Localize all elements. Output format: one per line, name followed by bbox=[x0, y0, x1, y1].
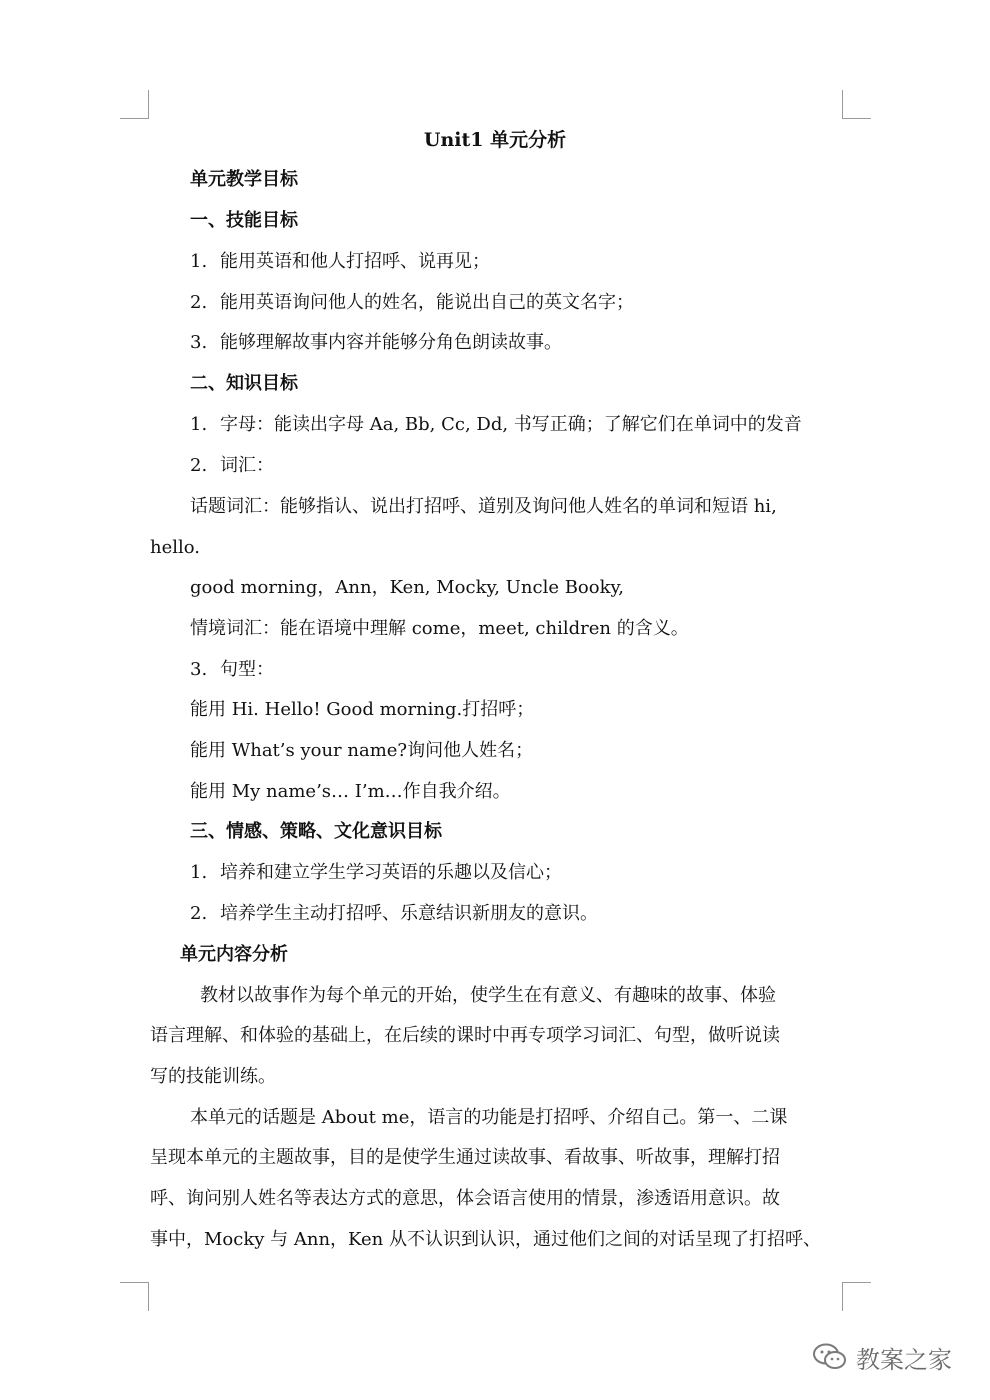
affect-item-2 bbox=[190, 902, 598, 926]
list-number: 2. bbox=[190, 292, 208, 313]
sentence-pattern-3: 能用 My name’s… I’m…作自我介绍。 bbox=[190, 781, 511, 802]
knowledge-vocab bbox=[190, 454, 274, 478]
list-number: 3. bbox=[190, 332, 208, 353]
paragraph-2-line-1: 本单元的话题是 About me，语言的功能是打招呼、介绍自己。第一、二课 bbox=[190, 1107, 788, 1128]
list-text: 能够理解故事内容并能够分角色朗读故事。 bbox=[220, 332, 562, 353]
paragraph-2-line-3: 呼、询问别人姓名等表达方式的意思，体会语言使用的情景，渗透语用意识。故 bbox=[150, 1188, 780, 1209]
paragraph-2-line-4: 事中，Mocky 与 Ann，Ken 从不认识到认识，通过他们之间的对话呈现了打招呼、 bbox=[150, 1229, 821, 1250]
crop-mark-bottom-right bbox=[842, 1282, 871, 1311]
list-text: 字母：能读出字母 Aa, Bb, Cc, Dd, 书写正确；了解它们在单词中的发音 bbox=[220, 414, 802, 435]
topic-vocab-line-3: good morning，Ann，Ken, Mocky, Uncle Booky, bbox=[190, 577, 625, 598]
list-text: 词汇： bbox=[220, 455, 274, 476]
list-number: 3. bbox=[190, 659, 208, 680]
paragraph-1-line-3: 写的技能训练。 bbox=[150, 1066, 276, 1087]
affect-item-1 bbox=[190, 861, 562, 885]
context-vocab: 情境词汇：能在语境中理解 come，meet, children 的含义。 bbox=[190, 618, 689, 639]
paragraph-1-line-2: 语言理解、和体验的基础上，在后续的课时中再专项学习词汇、句型，做听说读 bbox=[150, 1025, 780, 1046]
skill-item-2 bbox=[190, 291, 634, 315]
list-text: 句型： bbox=[220, 659, 274, 680]
section-heading-goals: 单元教学目标 bbox=[190, 169, 298, 190]
knowledge-letters bbox=[190, 413, 802, 437]
list-text: 能用英语和他人打招呼、说再见； bbox=[220, 251, 490, 272]
topic-vocab-line-1: 话题词汇：能够指认、说出打招呼、道别及询问他人姓名的单词和短语 hi, bbox=[190, 496, 777, 517]
crop-mark-top-left bbox=[120, 90, 149, 119]
affect-heading: 三、情感、策略、文化意识目标 bbox=[190, 821, 442, 842]
skills-heading: 一、技能目标 bbox=[190, 210, 298, 231]
knowledge-heading: 二、知识目标 bbox=[190, 373, 298, 394]
list-text: 能用英语询问他人的姓名，能说出自己的英文名字； bbox=[220, 292, 634, 313]
list-number: 1. bbox=[190, 251, 208, 272]
paragraph-1-line-1: 教材以故事作为每个单元的开始，使学生在有意义、有趣味的故事、体验 bbox=[200, 985, 776, 1006]
list-number: 2. bbox=[190, 903, 208, 924]
sentence-pattern-2: 能用 What’s your name?询问他人姓名； bbox=[190, 740, 534, 761]
wechat-icon bbox=[812, 1342, 848, 1372]
document-title: Unit1 单元分析 bbox=[423, 129, 567, 151]
paragraph-2-line-2: 呈现本单元的主题故事，目的是使学生通过读故事、看故事、听故事，理解打招 bbox=[150, 1147, 780, 1168]
section-heading-content: 单元内容分析 bbox=[180, 944, 288, 965]
list-text: 培养和建立学生学习英语的乐趣以及信心； bbox=[220, 862, 562, 883]
list-number: 2. bbox=[190, 455, 208, 476]
knowledge-sentences bbox=[190, 658, 274, 682]
crop-mark-bottom-left bbox=[120, 1282, 149, 1311]
crop-mark-top-right bbox=[842, 90, 871, 119]
watermark-text: 教案之家 bbox=[856, 1345, 952, 1374]
skill-item-1 bbox=[190, 250, 490, 274]
sentence-pattern-1: 能用 Hi. Hello! Good morning.打招呼； bbox=[190, 699, 535, 720]
skill-item-3 bbox=[190, 331, 562, 355]
list-number: 1. bbox=[190, 862, 208, 883]
list-number: 1. bbox=[190, 414, 208, 435]
watermark bbox=[812, 1340, 952, 1374]
topic-vocab-line-2: hello. bbox=[150, 537, 201, 558]
list-text: 培养学生主动打招呼、乐意结识新朋友的意识。 bbox=[220, 903, 598, 924]
